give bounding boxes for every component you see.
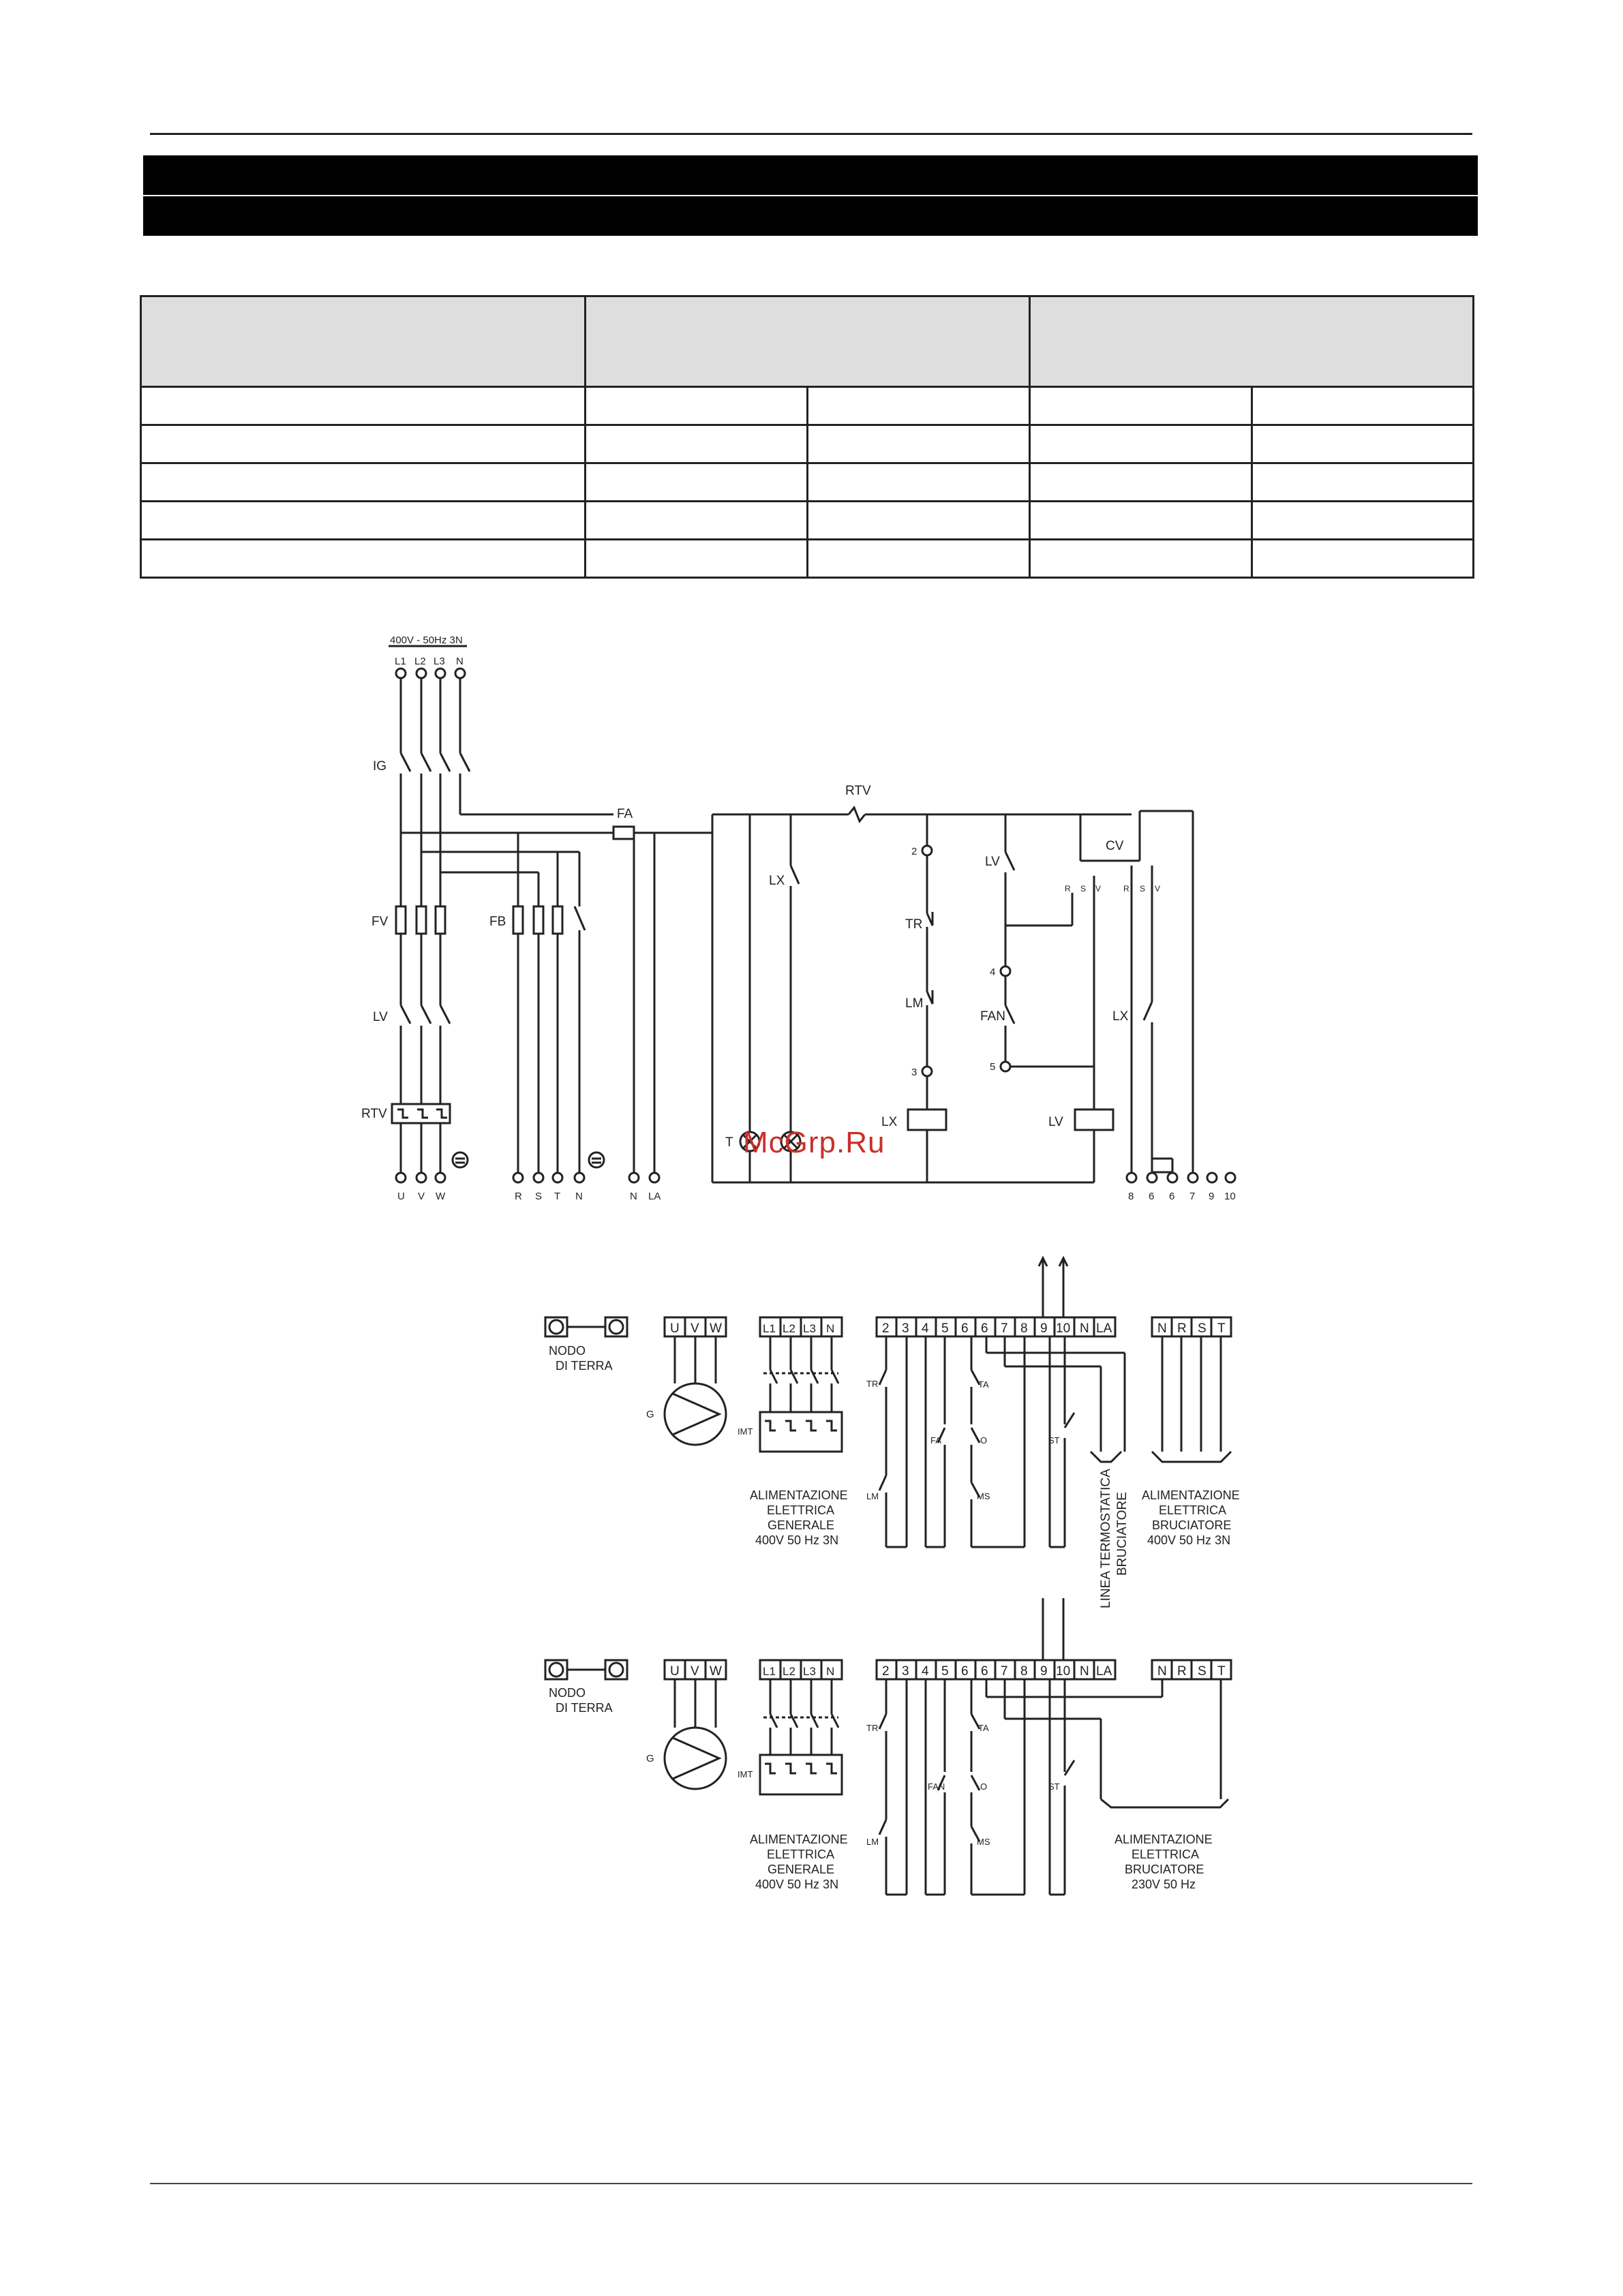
node-label: 3 [911, 1067, 917, 1078]
terminal-label: 8 [1020, 1321, 1028, 1336]
terminal-label: N [575, 1191, 583, 1202]
terminal-label: V [691, 1321, 699, 1336]
terminal-label: L2 [783, 1322, 795, 1335]
fb-label: FB [489, 915, 506, 929]
node-label: 5 [990, 1061, 996, 1073]
terminal-label: R [1177, 1321, 1187, 1336]
terminal-label: N [826, 1665, 835, 1678]
terminal-label: 6 [981, 1664, 988, 1679]
contact-label: ST [1048, 1435, 1060, 1445]
terminal-label: N [456, 656, 464, 667]
terminal-label: 6 [961, 1664, 969, 1679]
wiring-1-labels [549, 1321, 1240, 1608]
contact-label: LM [866, 1491, 879, 1501]
fan-label: FAN [980, 1009, 1005, 1024]
tr-label: TR [905, 917, 923, 932]
contact-label: FA [930, 1435, 941, 1445]
terminal-label: L1 [763, 1665, 776, 1678]
contact-label: FAN [928, 1781, 945, 1792]
rtv-label: RTV [361, 1107, 387, 1121]
terminal-label: 2 [882, 1321, 890, 1336]
terminal-label: L3 [803, 1322, 816, 1335]
terminal-label: 5 [941, 1321, 949, 1336]
lm-label: LM [905, 996, 924, 1011]
terminal-label: R [1177, 1664, 1187, 1679]
node-label: 4 [990, 966, 996, 978]
terminal-label: W [710, 1664, 722, 1679]
contact-label: TA [978, 1379, 989, 1390]
terminal-label: V [418, 1191, 425, 1202]
terminal-label: N [1080, 1321, 1089, 1336]
terminal-label: R [515, 1191, 522, 1202]
terminal-label: 5 [941, 1664, 949, 1679]
terminal-label: 10 [1056, 1664, 1071, 1679]
contact-label: O [980, 1435, 988, 1445]
terminal-label: 9 [1209, 1191, 1215, 1202]
power-schematic [389, 646, 1235, 1182]
earth-label: NODO [549, 1344, 586, 1358]
earth-label: DI TERRA [556, 1359, 613, 1373]
terminal-label: S [1198, 1321, 1207, 1336]
node-label: 2 [911, 846, 917, 857]
burner-caption: 400V 50 Hz 3N [1147, 1533, 1231, 1547]
contact-label: ST [1048, 1781, 1060, 1792]
contact-label: O [980, 1781, 988, 1792]
terminal-label: 9 [1040, 1664, 1048, 1679]
burner-caption: ALIMENTAZIONE [1142, 1488, 1240, 1502]
terminal-label: 9 [1040, 1321, 1048, 1336]
lv-coil-label: LV [1048, 1115, 1063, 1129]
terminal-label: V [691, 1664, 699, 1679]
terminal-label: 10 [1056, 1321, 1071, 1336]
imt-label: IMT [738, 1769, 753, 1779]
terminal-label: 8 [1128, 1191, 1134, 1202]
lx-label: LX [769, 874, 785, 888]
cv-contact-label: R [1065, 884, 1071, 893]
terminal-label: 8 [1020, 1664, 1028, 1679]
contact-label: MS [977, 1837, 990, 1847]
contact-label: LM [866, 1837, 879, 1847]
terminal-label: 7 [1189, 1191, 1196, 1202]
terminal-label: U [670, 1664, 680, 1679]
terminal-label: 10 [1224, 1191, 1236, 1202]
pump-label: G [646, 1753, 654, 1764]
thermo-caption: LINEA TERMOSTATICA [1099, 1469, 1113, 1608]
terminal-label: N [826, 1322, 835, 1335]
fv-label: FV [371, 915, 389, 929]
mains-caption: GENERALE [768, 1863, 835, 1876]
terminal-label: N [630, 1191, 637, 1202]
terminal-label: W [710, 1321, 722, 1336]
terminal-label: LA [648, 1191, 661, 1202]
terminal-label: T [554, 1191, 561, 1202]
mains-caption: ALIMENTAZIONE [750, 1833, 848, 1846]
mains-caption: 400V 50 Hz 3N [755, 1878, 839, 1891]
rtv-label: RTV [845, 784, 871, 798]
terminal-label: S [1198, 1664, 1207, 1679]
contact-label: TA [978, 1723, 989, 1733]
terminal-label: 6 [961, 1321, 969, 1336]
contact-label: TR [866, 1379, 879, 1389]
cv-contact-label: V [1155, 884, 1161, 893]
terminal-label: N [1080, 1664, 1089, 1679]
wiring-2 [545, 1598, 1231, 1895]
terminal-label: U [670, 1321, 680, 1336]
terminal-label: 7 [1001, 1321, 1008, 1336]
thermo-caption: BRUCIATORE [1115, 1492, 1129, 1576]
terminal-label: T [1217, 1321, 1226, 1336]
terminal-label: 3 [902, 1664, 909, 1679]
lv-label: LV [985, 855, 1000, 869]
burner-caption: 230V 50 Hz [1132, 1878, 1196, 1891]
mains-caption: ELETTRICA [767, 1848, 835, 1861]
terminal-label: LA [1096, 1321, 1112, 1336]
terminal-label: W [436, 1191, 446, 1202]
burner-caption: ELETTRICA [1132, 1848, 1200, 1861]
terminal-label: S [535, 1191, 543, 1202]
ig-label: IG [373, 759, 387, 774]
terminal-label: L1 [395, 656, 406, 667]
terminal-label: 6 [1149, 1191, 1155, 1202]
terminal-label: 6 [1169, 1191, 1175, 1202]
contact-label: TR [866, 1723, 879, 1733]
earth-label: DI TERRA [556, 1701, 613, 1715]
terminal-label: 4 [922, 1664, 929, 1679]
mains-caption: ELETTRICA [767, 1503, 835, 1517]
burner-caption: ALIMENTAZIONE [1114, 1833, 1213, 1846]
bottom-rule [150, 2183, 1472, 2184]
lx-label: LX [1112, 1009, 1129, 1024]
lv-label: LV [373, 1010, 388, 1024]
terminal-label: N [1157, 1664, 1167, 1679]
mains-caption: GENERALE [768, 1518, 835, 1532]
supply-label: 400V - 50Hz 3N [390, 634, 463, 646]
cv-contact-label: R [1123, 884, 1129, 893]
lx-coil-label: LX [881, 1115, 898, 1129]
terminal-label: L1 [763, 1322, 776, 1335]
cv-label: CV [1106, 839, 1124, 853]
watermark: McGrp.Ru [743, 1126, 885, 1159]
terminal-label: N [1157, 1321, 1167, 1336]
terminal-label: L2 [414, 656, 426, 667]
burner-caption: BRUCIATORE [1125, 1863, 1204, 1876]
terminal-label: 4 [922, 1321, 929, 1336]
terminal-label: L3 [434, 656, 445, 667]
pump-label: G [646, 1409, 654, 1420]
fa-label: FA [617, 807, 633, 821]
cv-contact-label: S [1080, 884, 1087, 893]
terminal-label: LA [1096, 1664, 1112, 1679]
terminal-label: T [1217, 1664, 1226, 1679]
contact-label: MS [977, 1491, 990, 1501]
mains-caption: ALIMENTAZIONE [750, 1488, 848, 1502]
power-schematic-labels [361, 634, 1236, 1202]
terminal-label: 6 [981, 1321, 988, 1336]
cv-contact-label: S [1140, 884, 1146, 893]
terminal-label: L3 [803, 1665, 816, 1678]
terminal-label: 3 [902, 1321, 909, 1336]
terminal-label: 7 [1001, 1664, 1008, 1679]
earth-label: NODO [549, 1686, 586, 1700]
terminal-label: 2 [882, 1664, 890, 1679]
mains-caption: 400V 50 Hz 3N [755, 1533, 839, 1547]
terminal-label: L2 [783, 1665, 795, 1678]
terminal-label: U [397, 1191, 405, 1202]
burner-caption: ELETTRICA [1159, 1503, 1227, 1517]
t-label: T [725, 1135, 733, 1150]
imt-label: IMT [738, 1426, 753, 1437]
burner-caption: BRUCIATORE [1152, 1518, 1232, 1532]
cv-contact-label: V [1095, 884, 1102, 893]
